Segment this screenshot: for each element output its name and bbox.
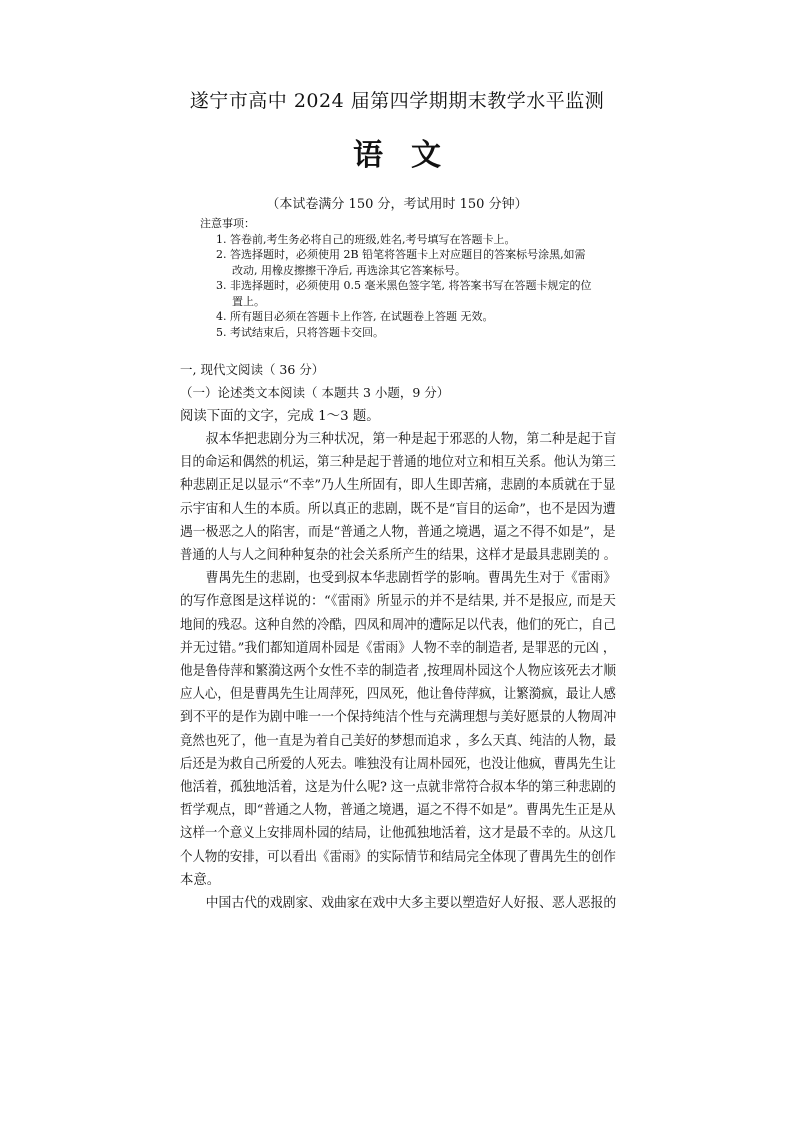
subject-title: 语文 bbox=[353, 138, 469, 173]
exam-info: （本试卷满分 150 分，考试用时 150 分钟） bbox=[266, 197, 528, 212]
text-line: 竟然也死了，他一直是为着自己美好的梦想而追求 ，多么天真、纯洁的人物，最 bbox=[180, 733, 617, 749]
text-line: 哲学观点，即“普通之人物，普通之境遇，逼之不得不如是”。曹禺先生正是从 bbox=[180, 803, 616, 819]
text-line: 他是鲁侍萍和繁漪这两个女性不幸的制造者 ,按理周朴园这个人物应该死去才顺 bbox=[180, 664, 616, 680]
paragraph-2 bbox=[180, 567, 616, 892]
text-line: 到不平的是作为剧中唯一一个保持纯洁个性与充满理想与美好愿景的人物周冲 bbox=[180, 710, 617, 726]
notice-item: 改动, 用橡皮擦擦干净后, 再选涂其它答案标号。 bbox=[232, 263, 466, 277]
text-line: 曹禺先生的悲剧，也受到叔本华悲剧哲学的影响。曹禺先生对于《雷雨》 bbox=[205, 571, 617, 587]
notice-item: 1. 答卷前,考生务必将自己的班级,姓名,考号填写在答题卡上。 bbox=[216, 232, 516, 246]
text-line: 这样一个意义上安排周朴园的结局，让他孤独地活着，这才是最不幸的。从这几 bbox=[180, 826, 616, 842]
text-line: 示宇宙和人生的本质。所以真正的悲剧，既不是“盲目的运命”，也不是因为遭 bbox=[180, 501, 616, 517]
text-line: 的写作意图是这样说的：“《雷雨》所显示的并不是结果, 并不是报应, 而是天 bbox=[180, 594, 616, 610]
notice-block bbox=[200, 216, 590, 340]
text-line: 他活着，孤独地活着，这是为什么呢? 这一点就非常符合叔本华的第三种悲剧的 bbox=[180, 780, 616, 796]
paragraph-3 bbox=[180, 892, 616, 915]
text-line: 地间的残忍。这种自然的冷酷，四凤和周冲的遭际足以代表，他们的死亡，自己 bbox=[180, 617, 616, 633]
reading-instruction: 阅读下面的文字，完成 1～3 题。 bbox=[180, 409, 380, 424]
text-line: 本意。 bbox=[180, 872, 221, 888]
text-line: 个人物的安排，可以看出《雷雨》的实际情节和结局完全体现了曹禺先生的创作 bbox=[180, 849, 616, 865]
text-line: 叔本华把悲剧分为三种状况，第一种是起于邪恶的人物，第二种是起于盲 bbox=[205, 432, 617, 447]
notice-item: 3. 非选择题时，必须使用 0.5 毫米黑色签字笔, 将答案书写在答题卡规定的位 bbox=[216, 279, 592, 292]
text-line: 应人心，但是曹禺先生让周萍死，四凤死，他让鲁侍萍疯，让繁漪疯，最让人感 bbox=[180, 687, 616, 703]
notice-item: 4. 所有题目必须在答题卡上作答, 在试题卷上答题 无效。 bbox=[216, 310, 494, 323]
notice-item: 置上。 bbox=[232, 294, 265, 308]
text-line: 普通的人与人之间种种复杂的社会关系所产生的结果，这样才是最具悲剧美的 。 bbox=[180, 548, 617, 564]
text-line: 并无过错。”我们都知道周朴园是《雷雨》人物不幸的制造者, 是罪恶的元凶 ， bbox=[180, 640, 616, 656]
notice-item: 2. 答选择题时，必须使用 2B 铅笔将答题卡上对应题目的答案标号涂黑,如需 bbox=[216, 248, 586, 261]
passage bbox=[180, 428, 616, 915]
paragraph-1 bbox=[180, 428, 616, 567]
notice-heading: 注意事项： bbox=[200, 217, 255, 230]
text-line: 遇一极恶之人的陷害，而是“普通之人物，普通之境遇，逼之不得不如是”，是 bbox=[180, 524, 616, 540]
text-line: 中国古代的戏剧家、戏曲家在戏中大多主要以塑造好人好报、恶人恶报的 bbox=[205, 896, 617, 912]
exam-title: 遂宁市高中 2024 届第四学期期末教学水平监测 bbox=[189, 90, 605, 112]
notice-item: 5. 考试结束后，只将答题卡交回。 bbox=[216, 325, 384, 339]
subsection-heading: （一）论述类文本阅读（ 本题共 3 小题，9 分） bbox=[180, 385, 450, 400]
section-heading: 一, 现代文阅读（ 36 分） bbox=[180, 362, 325, 377]
text-line: 目的命运和偶然的机运，第三种是起于普通的地位对立和相互关系。他认为第三 bbox=[180, 455, 616, 471]
text-line: 种悲剧正足以显示“不幸”乃人生所固有，即人生即苦痛，悲剧的本质就在于显 bbox=[180, 478, 616, 494]
text-line: 后还是为救自己所爱的人死去。唯独没有让周朴园死，也没让他疯，曹禺先生让 bbox=[180, 756, 616, 772]
